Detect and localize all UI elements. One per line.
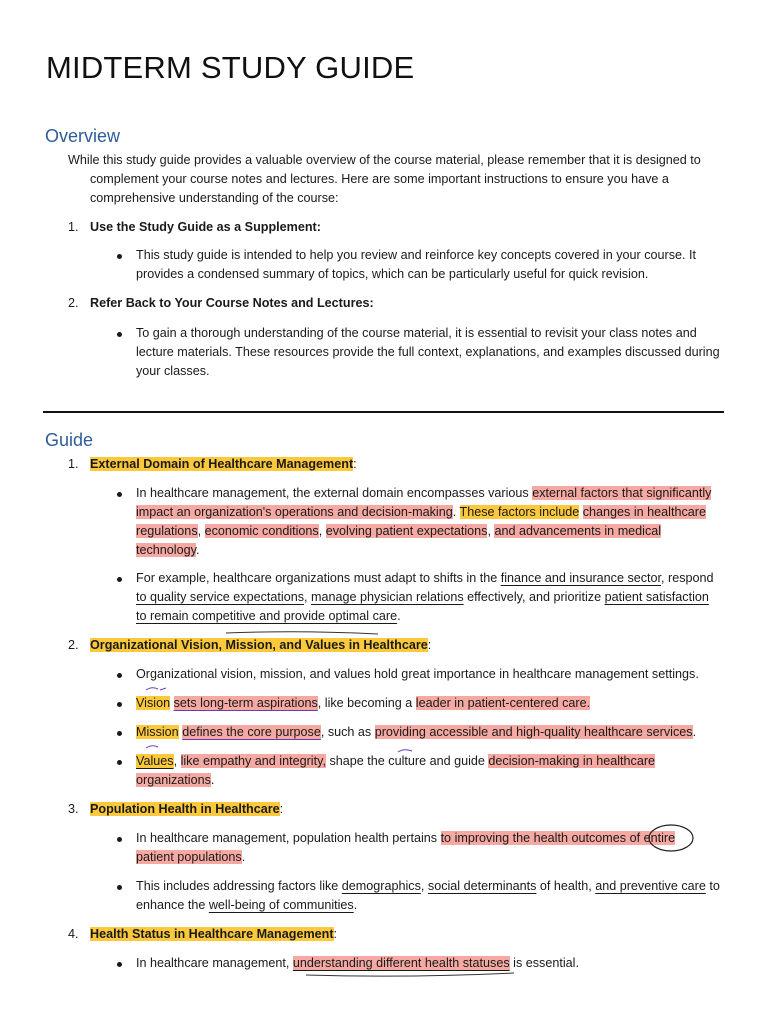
bullet-text: to remain competitive and provide optimal care. <box>136 609 401 623</box>
bullet-text: your classes. <box>136 364 210 378</box>
bullet-text: For example, healthcare organizations must adapt to shifts in the finance and insurance sector, respond <box>136 571 714 585</box>
overview-intro-line: comprehensive understanding of the course: <box>90 191 339 205</box>
page-title: MIDTERM STUDY GUIDE <box>46 50 415 85</box>
bullet-text: To gain a thorough understanding of the course material, it is essential to revisit your class notes and <box>136 326 697 340</box>
bullet-text: Organizational vision, mission, and values hold great importance in healthcare management settings. <box>136 667 699 681</box>
bullet-text: lecture materials. These resources provide the full context, explanations, and examples discussed during <box>136 345 720 359</box>
overview-intro-line: While this study guide provides a valuable overview of the course material, please remember that it is designed to <box>68 153 701 167</box>
guide-section-title: Health Status in Healthcare Management: <box>90 927 338 941</box>
bullet-text: This includes addressing factors like demographics, social determinants of health, and preventive care to <box>136 879 720 893</box>
bullet-icon <box>117 673 122 678</box>
bullet-icon <box>117 702 122 707</box>
bullet-text: This study guide is intended to help you review and reinforce key concepts covered in your course. It <box>136 248 697 262</box>
bullet-text: impact an organization's operations and decision-making. These factors include changes in healthcare <box>136 505 706 519</box>
bullet-icon <box>117 885 122 890</box>
bullet-text: In healthcare management, understanding different health statuses is essential. <box>136 956 579 970</box>
ink-underline <box>306 973 514 976</box>
bullet-text: Vision sets long-term aspirations, like becoming a leader in patient-centered care. <box>136 696 591 710</box>
bullet-text: to quality service expectations, manage physician relations effectively, and prioritize patient satisfaction <box>136 590 709 604</box>
overview-item-label: Refer Back to Your Course Notes and Lectures: <box>90 296 374 310</box>
bullet-text: technology. <box>136 543 200 557</box>
bullet-icon <box>117 492 122 497</box>
bullet-icon <box>117 332 122 337</box>
list-number: 2. <box>68 296 79 310</box>
ink-note-mark <box>146 746 158 748</box>
list-number: 2. <box>68 638 79 652</box>
bullet-text: provides a condensed summary of topics, which can be particularly useful for quick revision. <box>136 267 649 281</box>
bullet-icon <box>117 577 122 582</box>
overview-heading: Overview <box>45 126 121 146</box>
bullet-text: enhance the well-being of communities. <box>136 898 358 912</box>
list-number: 1. <box>68 220 79 234</box>
bullet-icon <box>117 731 122 736</box>
bullet-icon <box>117 962 122 967</box>
ink-note-mark <box>146 688 166 690</box>
bullet-text: organizations. <box>136 773 215 787</box>
bullet-text: Mission defines the core purpose, such as providing accessible and high-quality healthcare services. <box>136 725 697 739</box>
overview-intro-line: complement your course notes and lectures. Here are some important instructions to ensure you have a <box>90 172 669 186</box>
section-divider <box>43 411 724 413</box>
guide-heading: Guide <box>45 430 94 450</box>
list-number: 1. <box>68 457 79 471</box>
bullet-text: regulations, economic conditions, evolving patient expectations, and advancements in medical <box>136 524 662 538</box>
guide-section-title: Population Health in Healthcare: <box>90 802 284 816</box>
bullet-text: In healthcare management, the external domain encompasses various external factors that significantly <box>136 486 712 500</box>
list-number: 4. <box>68 927 79 941</box>
bullet-text: Values, like empathy and integrity, shape the culture and guide decision-making in healthcare <box>136 754 656 768</box>
list-number: 3. <box>68 802 79 816</box>
bullet-icon <box>117 760 122 765</box>
guide-section-title: External Domain of Healthcare Management: <box>90 457 357 471</box>
overview-item-label: Use the Study Guide as a Supplement: <box>90 220 321 234</box>
bullet-icon <box>117 254 122 259</box>
bullet-text: patient populations. <box>136 850 246 864</box>
guide-section-title: Organizational Vision, Mission, and Values in Healthcare: <box>90 638 432 652</box>
bullet-text: In healthcare management, population health pertains to improving the health outcomes of entire <box>136 831 676 845</box>
ink-underline <box>226 632 378 634</box>
bullet-icon <box>117 837 122 842</box>
